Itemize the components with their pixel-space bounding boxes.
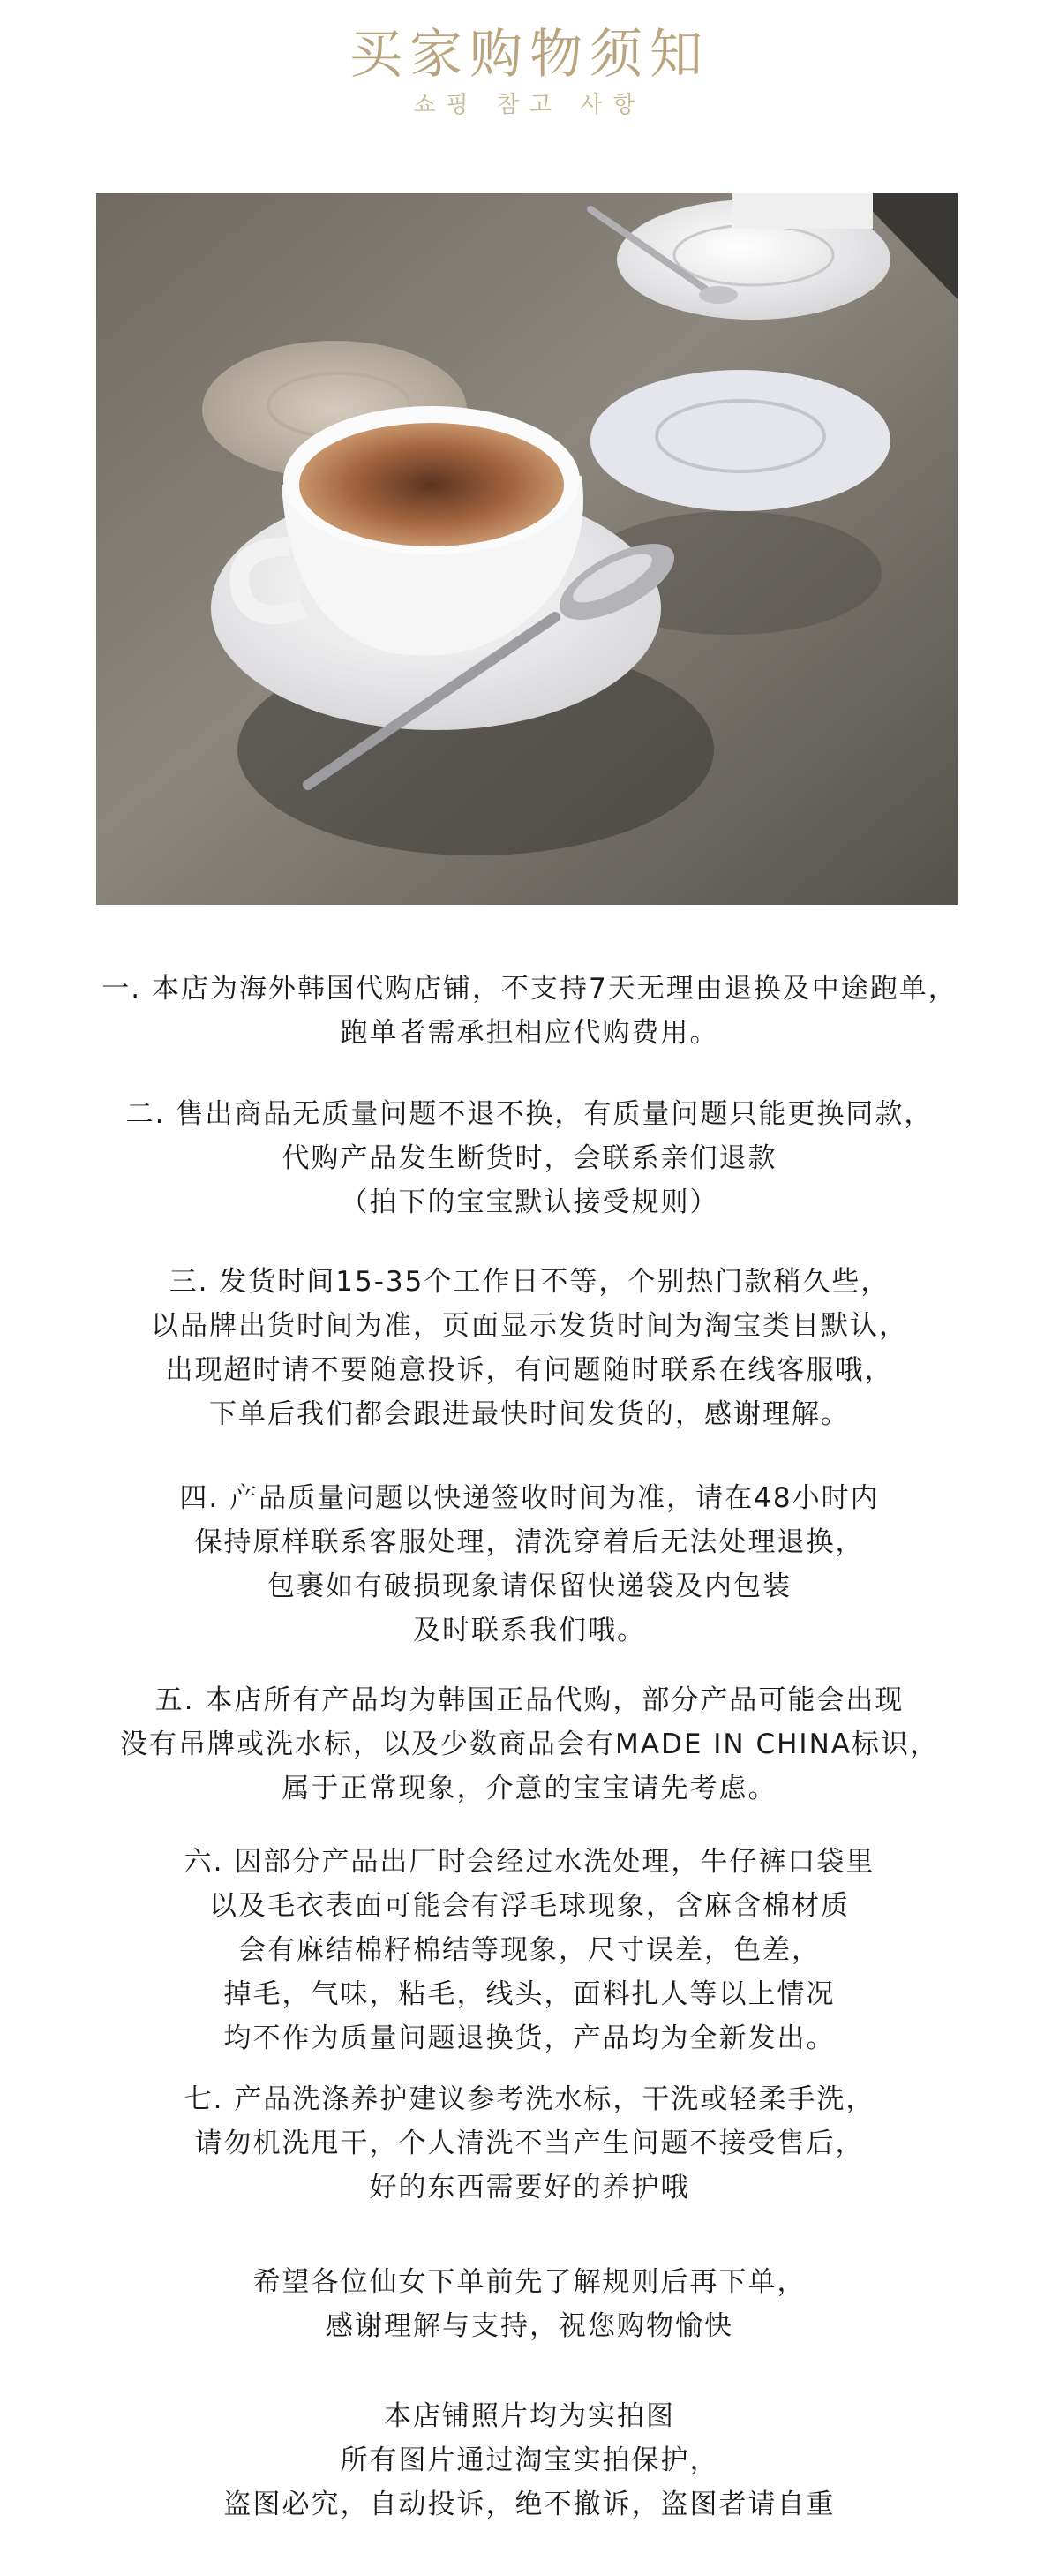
rule-4-line: 及时联系我们哦。 (413, 1615, 646, 1646)
copyright-line: 所有图片通过淘宝实拍保护， (340, 2444, 719, 2476)
rule-6-line: 六. 因部分产品出厂时会经过水洗处理，牛仔裤口袋里 (184, 1846, 875, 1878)
rule-5-line: 属于正常现象，介意的宝宝请先考虑。 (282, 1773, 777, 1804)
rule-5-line: 没有吊牌或洗水标，以及少数商品会有MADE IN CHINA标识， (120, 1729, 939, 1760)
copyright-notice (0, 2394, 1059, 2527)
rule-4-line: 四. 产品质量问题以快递签收时间为准，请在48小时内 (179, 1482, 880, 1514)
rule-section-6 (0, 1840, 1059, 2060)
rule-5-line: 五. 本店所有产品均为韩国正品代购，部分产品可能会出现 (154, 1684, 905, 1716)
rule-1-line: 一. 本店为海外韩国代购店铺，不支持7天无理由退换及中途跑单， (101, 973, 958, 1005)
rule-7-line: 七. 产品洗涤养护建议参考洗水标，干洗或轻柔手洗， (184, 2083, 875, 2115)
closing-line: 感谢理解与支持，祝您购物愉快 (326, 2310, 733, 2342)
copyright-line: 本店铺照片均为实拍图 (384, 2400, 675, 2432)
rule-2-line: 代购产品发生断货时，会联系亲们退款 (282, 1142, 777, 1174)
rule-section-7 (0, 2077, 1059, 2210)
page-subtitle: 쇼핑 참고 사항 (413, 92, 646, 118)
rule-7-line: 好的东西需要好的养护哦 (369, 2172, 690, 2203)
rule-section-4 (0, 1476, 1059, 1653)
rule-section-5 (0, 1678, 1059, 1811)
closing-line: 希望各位仙女下单前先了解规则后再下单， (252, 2266, 807, 2298)
rule-1-line: 跑单者需承担相应代购费用。 (340, 1017, 719, 1049)
copyright-line: 盗图必究，自动投诉，绝不撤诉，盗图者请自重 (223, 2489, 836, 2520)
rule-7-line: 请勿机洗甩干，个人清洗不当产生问题不接受售后， (194, 2128, 865, 2159)
rule-4-line: 保持原样联系客服处理，清洗穿着后无法处理退换， (194, 1526, 865, 1558)
rule-2-line: 二. 售出商品无质量问题不退不换，有质量问题只能更换同款， (125, 1098, 934, 1130)
rule-3-line: 下单后我们都会跟进最快时间发货的，感谢理解。 (209, 1398, 850, 1430)
closing-message (0, 2260, 1059, 2348)
rule-section-3 (0, 1260, 1059, 1436)
rule-3-line: 三. 发货时间15-35个工作日不等，个别热门款稍久些， (169, 1266, 890, 1298)
rule-section-1 (0, 967, 1059, 1055)
rule-section-2 (0, 1092, 1059, 1224)
rule-2-line: （拍下的宝宝默认接受规则） (340, 1186, 719, 1218)
rule-3-line: 出现超时请不要随意投诉，有问题随时联系在线客服哦， (165, 1354, 894, 1386)
rule-6-line: 以及毛衣表面可能会有浮毛球现象，含麻含棉材质 (209, 1890, 850, 1922)
rule-6-line: 掉毛，气味，粘毛，线头，面料扎人等以上情况 (223, 1978, 836, 2010)
coffee-cups-photo (96, 193, 958, 905)
page-title: 买家购物须知 (349, 24, 710, 86)
rule-6-line: 均不作为质量问题退换货，产品均为全新发出。 (223, 2022, 836, 2054)
rule-3-line: 以品牌出货时间为准，页面显示发货时间为淘宝类目默认， (151, 1310, 908, 1342)
rule-4-line: 包裹如有破损现象请保留快递袋及内包装 (267, 1570, 792, 1602)
rule-6-line: 会有麻结棉籽棉结等现象，尺寸误差，色差， (238, 1934, 821, 1966)
